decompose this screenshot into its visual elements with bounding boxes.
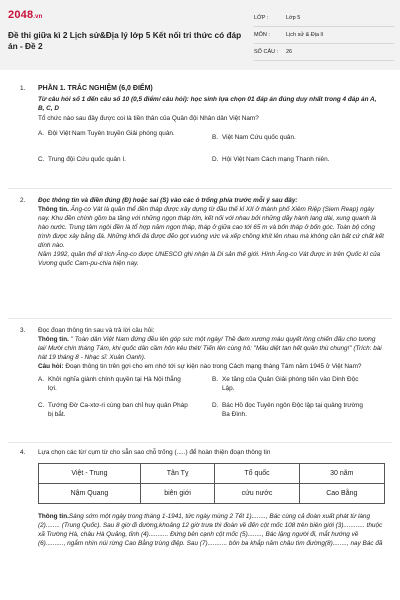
question-1 [20, 84, 384, 169]
exam-meta [254, 10, 394, 61]
question-text: Tổ chức nào sau đây được coi là tiền thân của Quân đội Nhân dân Việt Nam? [38, 115, 259, 122]
table-cell: biên giới [140, 484, 214, 504]
option-b[interactable]: B. Việt Nam Cứu quốc quân. [212, 134, 296, 141]
meta-key: MÔN : [254, 32, 270, 38]
question-instruction: Từ câu hỏi số 1 đến câu số 10 (0,5 điểm/ câu hỏi): học sinh lựa chọn 01 đáp án đúng duy nhất trong 4 đáp án A, B, C, D [38, 96, 377, 112]
option-d[interactable]: D. Bác Hồ đọc Tuyên ngôn Độc lập tại quảng trường Ba Đình. [212, 402, 363, 418]
divider [8, 188, 392, 189]
option-a[interactable]: A. Đội Việt Nam Tuyên truyền Giải phóng quân. [38, 130, 175, 137]
table-cell: cứu nước [215, 484, 299, 504]
meta-key: LỚP : [254, 15, 269, 21]
table-cell: Nậm Quang [39, 484, 141, 504]
question-intro: Đọc đoạn thông tin sau và trả lời câu hỏi: [38, 327, 155, 334]
divider [8, 318, 392, 319]
question-2 [20, 196, 384, 268]
option-d[interactable]: D. Hội Việt Nam Cách mạng Thanh niên. [212, 156, 330, 163]
meta-row-count [254, 44, 394, 61]
info-passage: Thông tin. Ăng-co Vát là quần thể đền tháp được xây dựng từ đầu thế kỉ XII ở thành phố Xiêm Riệp (Siem Reap) ngày nay. Khu đền chính gồm ba tầng với những ngọn tháp lớn, kết nối với nhau bởi những dãy hành lang dài, xung quanh là hào nước. Trung tâm ngôi đền là tổ hợp năm ngọn tháp, tháp ở giữa cao tới 65 m và bốn tháp ở bốn góc. Toàn bộ công trình được xây bằng đá. Những khối đá được đẽo gọt vuông vức và xếp chồng khít lên nhau mà không cần bất cứ chất kết dính nào. [38, 206, 384, 249]
options [38, 371, 384, 429]
site-logo[interactable]: 2048.vn [8, 9, 43, 21]
question-instruction: Đọc thông tin và điền đúng (Đ) hoặc sai (S) vào các ô trống phía trước mỗi ý sau đây: [38, 197, 298, 204]
table-cell: Tổ quốc [215, 464, 299, 484]
options [38, 123, 384, 169]
header [0, 0, 400, 70]
meta-key: SỐ CÂU : [254, 49, 279, 55]
table-cell: Tân Tỵ [140, 464, 214, 484]
question-number: 2. [20, 197, 26, 204]
table-cell: Việt - Trung [39, 464, 141, 484]
word-bank-table [38, 463, 385, 504]
option-c[interactable]: C. Tướng Đờ Ca-xtơ-ri cùng ban chỉ huy quân Pháp bị bắt. [38, 402, 188, 418]
info-passage: Thông tin.Sáng sớm một ngày trong tháng 1-1941, tức ngày mùng 2 Tết 1)........, Bác cùng cả đoàn xuất phát từ làng (2)........ (Trung Quốc). Sau 8 giờ đi đường,khoảng 12 giờ trưa thì đoàn về đến cột mốc 108 trên biên giới (3)............ thuộc xã Trường Hà, châu Hà Quảng, tỉnh (4)........... Đứng bên cạnh cột mốc (5)........, Bác lặng người đi, mắt hướng về (6).........., ngắm nhìn núi rừng Cao Bằng trùng điệp. Sau (7)........... bôn ba khắp năm châu tìm đường(8)........, nay Bác đã [38, 513, 383, 547]
question-number: 1. [20, 85, 26, 92]
meta-row-grade [254, 10, 394, 27]
table-cell: Cao Bằng [299, 484, 384, 504]
exam-title: Đề thi giữa kì 2 Lịch sử&Địa lý lớp 5 Kết nối tri thức có đáp án - Đề 2 [8, 30, 242, 51]
table-cell: 30 năm [299, 464, 384, 484]
table-row [39, 484, 385, 504]
option-b[interactable]: B. Xe tăng của Quân Giải phóng tiến vào Dinh Độc Lập. [212, 376, 359, 392]
question-text: Câu hỏi: Đoạn thông tin trên gợi cho em nhớ tới sự kiện nào trong Cách mạng tháng Tám năm 1945 ở Việt Nam? [38, 363, 362, 370]
meta-value: Lớp 5 [286, 15, 301, 21]
option-c[interactable]: C. Trung đội Cứu quốc quân I. [38, 156, 126, 163]
question-number: 4. [20, 449, 26, 456]
meta-value: Lịch sử & Địa lí [286, 32, 324, 38]
meta-row-subject [254, 27, 394, 44]
question-3 [20, 326, 384, 429]
table-row [39, 464, 385, 484]
question-intro: Lựa chọn các từ/ cụm từ cho sẵn sao chỗ trống (.....) để hoàn thiện đoạn thông tin [38, 449, 271, 456]
question-4 [20, 448, 384, 548]
meta-value: 26 [286, 49, 293, 55]
info-passage: Thông tin. " Toàn dân Việt Nam đứng đều lên góp sức một ngày/ Thề đem xương máu quyết lòng chiến đấu cho tương lai/ Mười chín tháng Tám, khi quốc dân cầm hôn kêu thét/ Tiến lên cùng hô: "Màu diệt tan hết quân thù chung!" (Trích: bài hát 19 tháng 8 - Nhạc sĩ: Xuân Oanh). [38, 336, 382, 361]
divider [8, 442, 392, 443]
info-passage-2: Năm 1992, quần thể di tích Ăng-co được UNESCO ghi nhận là Di sản thế giới. Hình Ăng-co Vát được in trên Quốc kì của Vương quốc Cam-pu-chia hiện nay. [38, 251, 381, 267]
question-number: 3. [20, 327, 26, 334]
part-heading: PHẦN 1. TRẮC NGHIỆM (6,0 ĐIỂM) [38, 85, 153, 92]
option-a[interactable]: A. Khởi nghĩa giành chính quyền tại Hà Nội thắng lợi. [38, 376, 181, 392]
